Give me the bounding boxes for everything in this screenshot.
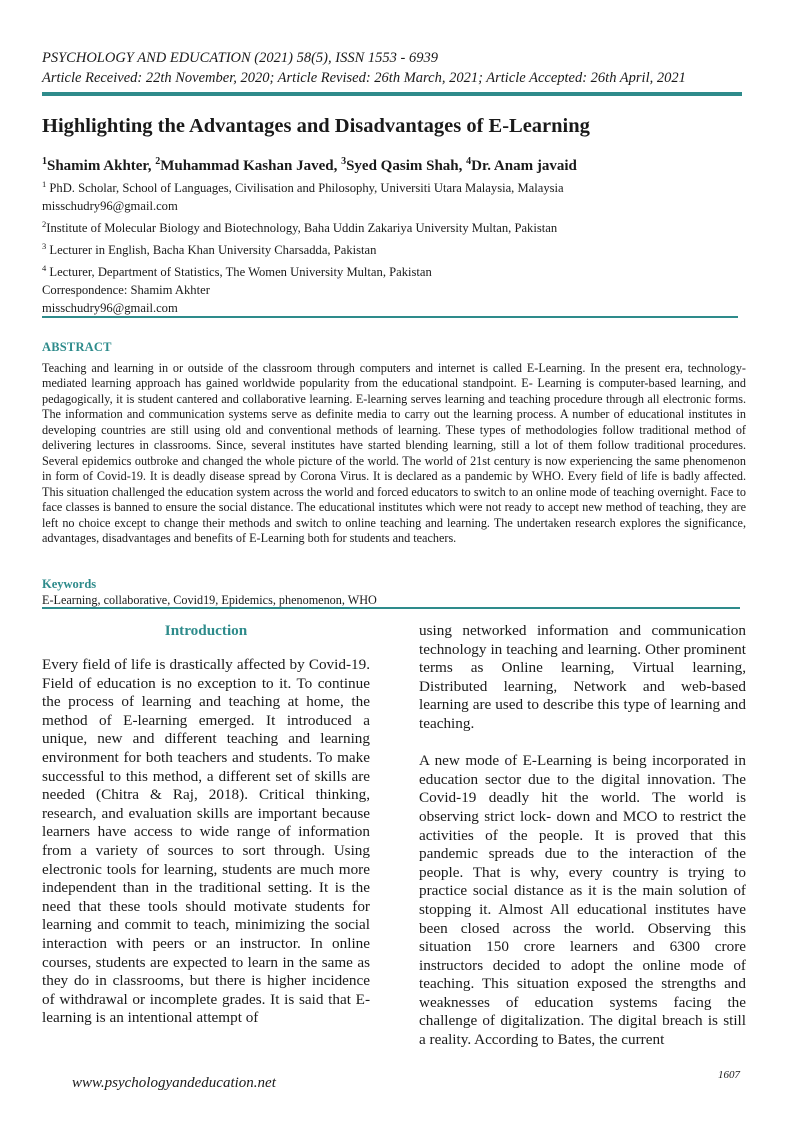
affiliation-number: 2 (42, 218, 47, 229)
author-list (42, 152, 577, 176)
affiliation-3 (42, 238, 564, 260)
author-number: 4 (466, 156, 472, 167)
abstract-divider (42, 316, 738, 318)
author-name: Dr. Anam javaid (471, 158, 577, 174)
author-number: 2 (155, 156, 161, 167)
header-divider (42, 92, 742, 96)
right-column (419, 622, 746, 1050)
page-number: 1607 (718, 1069, 740, 1081)
body-paragraph: A new mode of E-Learning is being incorporated in education sector due to the digital innovation. The Covid-19 deadly hit the world. The world is observing strict lock- down and MCO to restrict the activities of the people. It is proved that this pandemic spreads due to the interaction of the people. That is why, every country is trying to practice social distance as it is the main solution of stopping it. Almost All educational institutes have been closed across the world. Observing this situation 150 crore learners and 6300 crore instructors decided to adopt the online mode of teaching. This situation exposed the strengths and weaknesses of education systems facing the challenge of digitalization. The digital breach is still a reality. According to Bates, the current (419, 752, 746, 1049)
keywords-text: E-Learning, collaborative, Covid19, Epidemics, phenomenon, WHO (42, 593, 377, 607)
correspondence: Correspondence: Shamim Akhter (42, 282, 210, 297)
article-dates: Article Received: 22th November, 2020; Article Revised: 26th March, 2021; Article Accepted: 26th April, 2021 (42, 70, 686, 86)
keywords-divider (42, 607, 740, 609)
journal-header (42, 48, 686, 88)
journal-citation: PSYCHOLOGY AND EDUCATION (2021) 58(5), ISSN 1553 - 6939 (42, 50, 438, 66)
footer-url[interactable]: www.psychologyandeducation.net (72, 1075, 276, 1091)
affiliation-email[interactable]: misschudry96@gmail.com (42, 198, 178, 213)
affiliation-number: 4 (42, 262, 47, 273)
abstract-text: Teaching and learning in or outside of the classroom through computers and internet is called E-Learning. In the present era, technology-mediated learning approach has gained worldwide popularity from the educational standpoint. E- Learning is computer-based learning, and pedagogically, it is student cantered and collaborative learning. E-learning serves learning and teaching procedure through all electronic forms. The information and communication systems serve as definite media to carry out the learning process. A number of educational institutes in developing countries are still using old and conventional methods of learning. These types of methodologies follow traditional method of delivering lectures in classrooms. Since, several institutes have started blending learning, still a lot of them follow traditional procedures. Several epidemics outbroke and changed the whole picture of the world. The world of 21st century is now experiencing the same phenomenon in form of Covid-19. It is deadly disease spread by Corona Virus. It is declared as a pandemic by WHO. Every field of life is badly affected. This situation challenged the education system across the world and forced educators to switch to an online mode of teaching overnight. Face to face classes is banned to ensure the social distance. The educational institutes which were not ready to accept new method of teaching, they are left no choice except to change their methods and switch to online teaching and learning. The undertaken research explores the significance, advantages, disadvantages and benefits of E-Learning both for students and teachers. (42, 361, 746, 545)
introduction-heading: Introduction (164, 622, 248, 639)
affiliation-text: Lecturer, Department of Statistics, The Women University Multan, Pakistan (46, 264, 432, 279)
body-paragraph: using networked information and communication technology in teaching and learning. Other prominent terms as Online learning, Virtual learning, Distributed learning, Network and web-based learning are used to describe this type of learning and teaching. (419, 622, 746, 732)
affiliation-4 (42, 260, 564, 282)
affiliation-1 (42, 176, 564, 198)
author-name: Syed Qasim Shah, (346, 158, 467, 174)
author-name: Shamim Akhter, (47, 158, 156, 174)
paper-title: Highlighting the Advantages and Disadvantages of E-Learning (42, 115, 590, 137)
affiliation-number: 1 (42, 179, 47, 189)
affiliation-text: Institute of Molecular Biology and Biotechnology, Baha Uddin Zakariya University Multan, Pakistan (46, 220, 558, 235)
affiliations (42, 176, 564, 317)
correspondence-email[interactable]: misschudry96@gmail.com (42, 300, 178, 315)
affiliation-text: Lecturer in English, Bacha Khan University Charsadda, Pakistan (46, 242, 377, 257)
keywords-heading: Keywords (42, 577, 97, 591)
affiliation-text: PhD. Scholar, School of Languages, Civilisation and Philosophy, Universiti Utara Malaysia, Malaysia (46, 181, 564, 196)
affiliation-number: 3 (42, 240, 47, 251)
author-name: Muhammad Kashan Javed, (160, 158, 342, 174)
affiliation-2 (42, 216, 564, 238)
author-number: 1 (42, 156, 47, 167)
body-paragraph: Every field of life is drastically affected by Covid-19. Field of education is no exception to it. To continue the process of learning and teaching at home, the method of E-learning emerged. It introduced a unique, new and different teaching and learning environment for both teachers and students. To make successful to this method, a different set of skills are needed (Chitra & Raj, 2018). Critical thinking, research, and evaluation skills are important because learners have access to wide range of information from a variety of sources to sort through. Using electronic tools for learning, students are much more independent than in the traditional setting. It is the need that these tools should motivate students for learning and commit to teach, minimizing the social interaction with peers or an instructor. In online courses, students are expected to learn in the same as they do in classrooms, but there is higher incidence of withdrawal or incomplete grades. It is said that E-learning is an intentional attempt of (42, 656, 370, 1027)
abstract-heading: ABSTRACT (42, 340, 112, 354)
left-column (42, 656, 370, 1028)
author-number: 3 (341, 156, 347, 167)
